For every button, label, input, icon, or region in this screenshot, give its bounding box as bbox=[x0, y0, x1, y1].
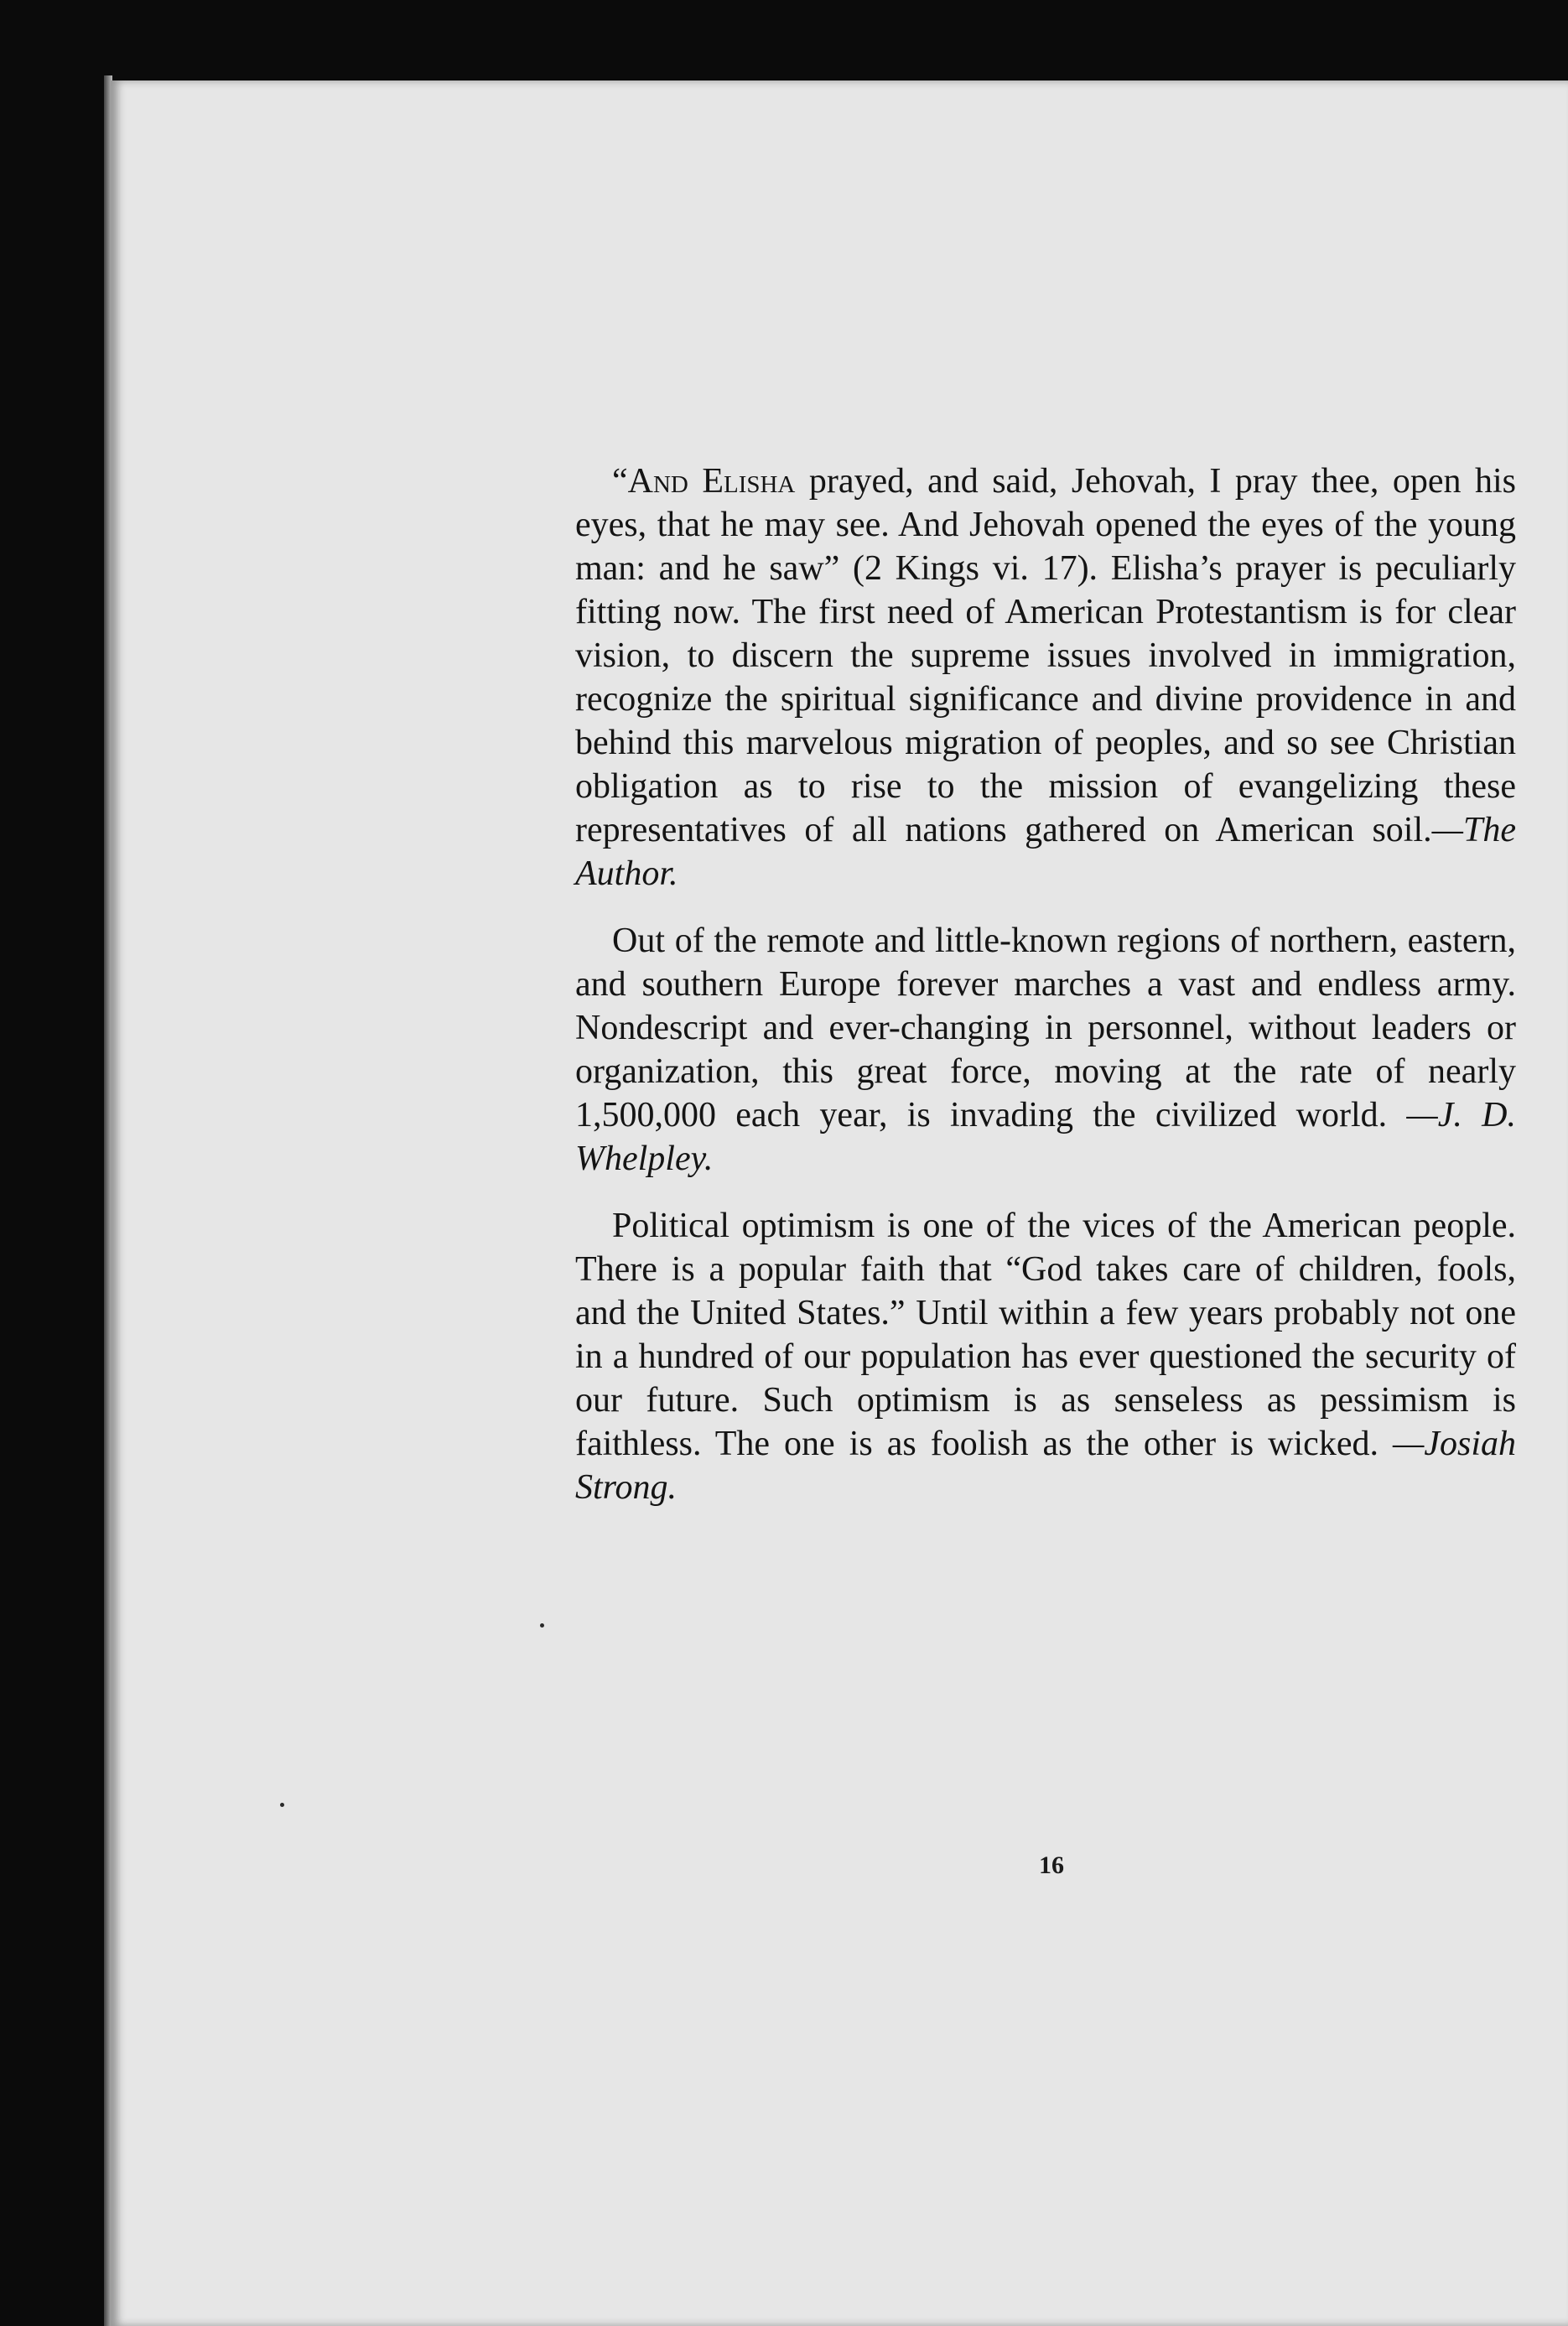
paragraph-body: Political optimism is one of the vices of the American people. There is a popular faith that “God takes care of children, fools, and the United States.” Until within a few years probably not one in a hundred of our population has ever questioned the security of our future. Such optimism is as senseless as pessimism is faithless. The one is as foolish as the other is wicked. bbox=[575, 1207, 1516, 1463]
smallcaps-opening: And Elisha bbox=[627, 462, 796, 501]
dust-speck bbox=[540, 1623, 544, 1628]
paragraph-body: Out of the remote and little-known regions of northern, eastern, and southern Europe forever marches a vast and endless army. Nondescript and ever-changing in personnel, without leaders or organization, this great force, moving at the rate of nearly 1,500,000 each year, is invading the civilized world. bbox=[575, 922, 1516, 1134]
attribution: —J. D. Whelpley. bbox=[575, 1096, 1516, 1178]
attribution: —Josiah Strong. bbox=[575, 1425, 1516, 1507]
paragraph-whelpley bbox=[575, 919, 1516, 1181]
open-quote: “ bbox=[612, 462, 628, 501]
dust-speck bbox=[280, 1803, 284, 1807]
paragraph-elisha bbox=[575, 459, 1516, 896]
text-block bbox=[575, 459, 1516, 1533]
paragraph-body: prayed, and said, Jehovah, I pray thee, open his eyes, that he may see. And Jehovah opened the eyes of the young man: and he saw” (2 Kings vi. 17). Elisha’s prayer is peculiarly fitting now. The first need of American Protestantism is for clear vision, to discern the supreme issues involved in immigration, recognize the spiritual significance and divine providence in and behind this marvelous migration of peoples, and so see Christian obligation as to rise to the mission of evangelizing these representatives of all nations gathered on American soil. bbox=[575, 462, 1516, 849]
paragraph-strong bbox=[575, 1204, 1516, 1509]
attribution: —The Author. bbox=[575, 811, 1516, 893]
page-number: 16 bbox=[1039, 1851, 1064, 1879]
